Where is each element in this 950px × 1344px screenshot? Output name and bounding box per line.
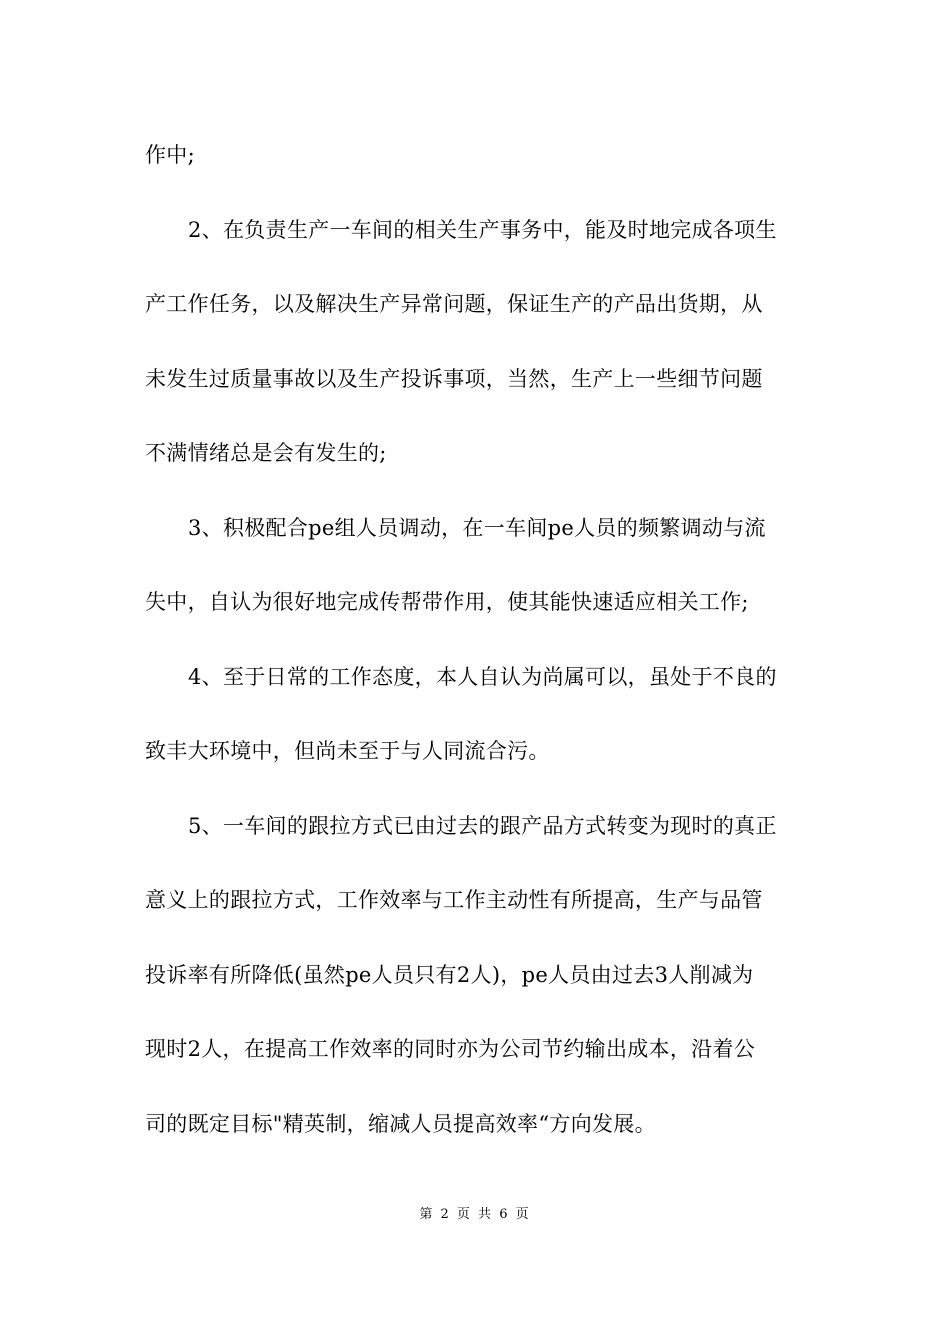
- text-line: 意义上的跟拉方式，工作效率与工作主动性有所提高，生产与品管: [145, 888, 763, 912]
- text-line: 不满情绪总是会有发生的;: [145, 441, 387, 465]
- text-line: 司的既定目标"精英制，缩减人员提高效率“方向发展。: [145, 1112, 656, 1136]
- text-line: 投诉率有所降低(虽然pe人员只有2人)，pe人员由过去3人削减为: [145, 963, 754, 987]
- text-line: 失中，自认为很好地完成传帮带作用，使其能快速适应相关工作;: [145, 590, 749, 614]
- page-number-footer: 第 2 页 共 6 页: [419, 1207, 531, 1222]
- paragraph-item-4-line: 4、至于日常的工作态度，本人自认为尚属可以，虽处于不良的: [188, 665, 777, 689]
- text-line: 未发生过质量事故以及生产投诉事项，当然，生产上一些细节问题: [145, 367, 763, 391]
- paragraph-item-2-line: 2、在负责生产一车间的相关生产事务中，能及时地完成各项生: [188, 218, 777, 242]
- text-line: 产工作任务，以及解决生产异常问题，保证生产的产品出货期，从: [145, 292, 763, 316]
- text-line: 现时2人，在提高工作效率的同时亦为公司节约输出成本，沿着公: [145, 1037, 756, 1061]
- text-line: 作中;: [145, 143, 195, 167]
- paragraph-item-5-line: 5、一车间的跟拉方式已由过去的跟产品方式转变为现时的真正: [188, 814, 777, 838]
- paragraph-item-3-line: 3、积极配合pe组人员调动，在一车间pe人员的频繁调动与流: [188, 516, 766, 540]
- text-line: 致丰大环境中，但尚未至于与人同流合污。: [145, 739, 550, 763]
